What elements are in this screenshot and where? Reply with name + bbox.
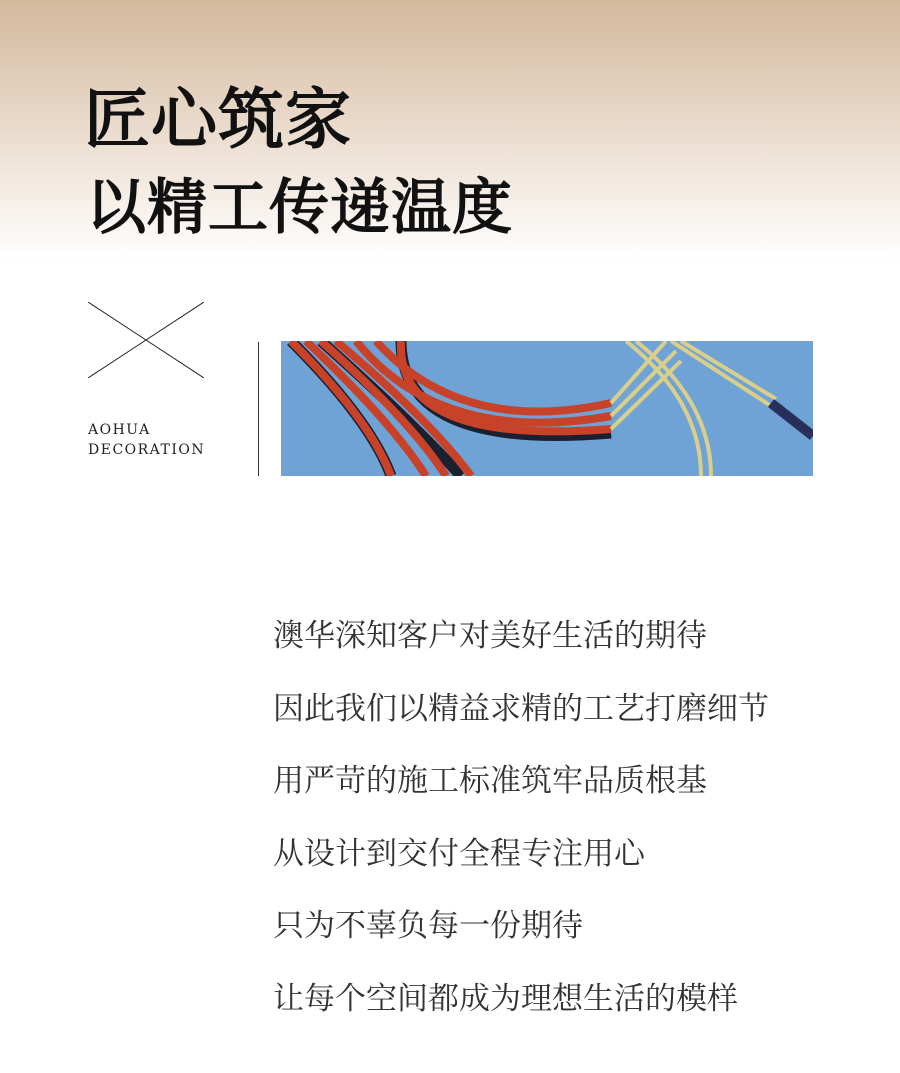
body-line: 用严苛的施工标准筑牢品质根基: [273, 763, 707, 799]
body-line: 因此我们以精益求精的工艺打磨细节: [273, 690, 769, 727]
body-line: 让每个空间都成为理想生活的模样: [273, 980, 738, 1017]
page-title: 匠心筑家: [84, 80, 352, 158]
brand-line1: AOHUA: [88, 422, 151, 438]
brand-line2: DECORATION: [88, 442, 206, 458]
body-line: 澳华深知客户对美好生活的期待: [273, 618, 707, 654]
body-text: [273, 600, 769, 1035]
cross-logo-icon: [88, 302, 204, 378]
divider: [258, 342, 259, 476]
body-line: 从设计到交付全程专注用心: [273, 835, 645, 872]
brand-text: [88, 420, 205, 460]
page-subtitle: 以精工传递温度: [86, 173, 513, 243]
pipes-photo: [281, 341, 813, 476]
body-line: 只为不辜负每一份期待: [273, 908, 583, 944]
